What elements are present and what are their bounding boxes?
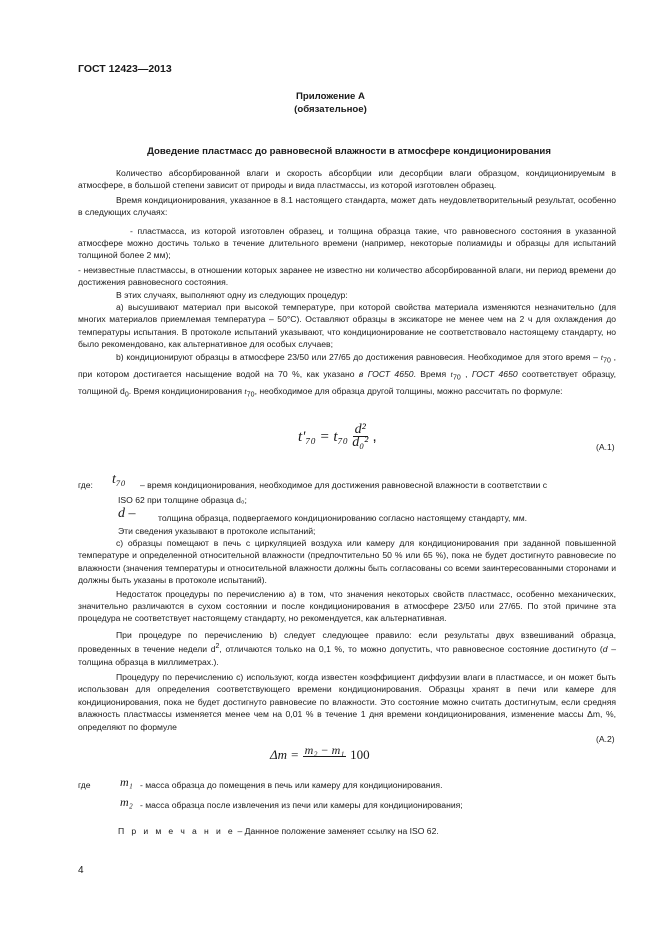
- list-item: - неизвестные пластмассы, в отношении которых заранее не известно ни количество абсорбированной влаги, ни период времени до достижения равновесного состояния.: [78, 264, 616, 288]
- list-item: b) кондиционируют образцы в атмосфере 23/50 или 27/65 до достижения равновесия. Необходимое для этого время – $t_{70}$ , при котором достигается насыщение водой на 70 %, как указано в ГОСТ 4650. Время $t_{70}$ , ГОСТ 4650 соответствует образцу, толщиной $d_0$. Время кондиционирования $t_{70}$, необходимое для образца другой толщины, можно рассчитать по формуле:: [78, 351, 617, 399]
- definition: ISO 62 при толщине образца d₀;: [118, 495, 247, 505]
- page-number: 4: [78, 865, 84, 876]
- equation-tail: ,: [372, 427, 377, 445]
- text-run: При процедуре по перечислению b) следует следующее правило: если результаты двух взвешиваний образца, проведенных в течение недели d: [78, 629, 616, 655]
- paragraph: При процедуре по перечислению b) следует следующее правило: если результаты двух взвешиваний образца, проведенных в течение недели $d^2$, отличаются только на 0,1 %, то можно допустить, что равновесное состояние достигнуто (d – толщина образца в миллиметрах.).: [78, 629, 616, 667]
- document-header: ГОСТ 12423—2013: [78, 63, 172, 75]
- text-run: b) кондиционируют образцы в атмосфере 23/50 или 27/65 до достижения равновесия. Необходимое для этого время –: [116, 351, 598, 362]
- paragraph: Время кондиционирования, указанное в 8.1 настоящего стандарта, может дать неудовлетворительный результат, особенно в следующих случаях:: [78, 194, 616, 218]
- definition: толщина образца, подвергаемого кондиционированию согласно настоящему стандарту, мм.: [158, 513, 527, 523]
- text-run: . Время кондиционирования: [128, 385, 242, 396]
- equation-a1: [298, 424, 377, 450]
- equation-fraction: [303, 744, 347, 767]
- equation-tail: 100: [350, 747, 370, 763]
- text-run: , отличаются только на 0,1 %, то можно допустить, что равновесное состояние достигнуто (: [219, 644, 603, 655]
- note: [118, 825, 439, 837]
- paragraph: Процедуру по перечислению с) используют, когда известен коэффициент диффузии влаги в пластмассе, и он может быть использован для определения соответствующего времени кондиционирования. Образцы хранят в печи или камере для кондиционирования, пока не будет достигнуто равновесие по влажности. Это состояние можно считать достигнутым, если средняя влажность пластмассы изменяется менее чем на 0,01 % в течение 1 дня времени кондиционирования, изменение массы Δm, %, определяют по формуле: [78, 671, 616, 732]
- definition: Эти сведения указывают в протоколе испытаний;: [118, 526, 316, 536]
- paragraph: Количество абсорбированной влаги и скорость абсорбции или десорбции влаги образцом, кондиционируемым в атмосфере, в большой степени зависит от природы и вида пластмассы, из которой изготовлен образец.: [78, 168, 616, 191]
- text-run: соответствует образцу, толщиной d: [78, 368, 617, 396]
- annex-title: Приложение А: [296, 91, 365, 102]
- where-label: где: [78, 780, 91, 790]
- equation-number-a2: (А.2): [596, 734, 615, 744]
- equation-number-a1: (А.1): [596, 442, 615, 452]
- symbol: t: [600, 351, 604, 362]
- where-label: где:: [78, 480, 93, 490]
- fraction-numerator: m₂ − m₁: [304, 743, 345, 757]
- equation-lhs: t'₇₀ = t₇₀: [298, 428, 349, 445]
- list-item: с) образцы помещают в печь с циркуляцией воздуха или камеру для кондиционирования при заданной повышенной температуре и определенной относительной влажности (предпочтительно 50 % или 65 %), пока не будет достигнуто равновесие по влажности (значения температуры и относительной влажности должны быть согласованы со всеми заинтересованными сторонами и должны быть указаны в протоколе испытаний).: [78, 538, 616, 586]
- note-text: – Даннное положение заменяет ссылку на ISO 62.: [237, 826, 439, 836]
- symbol-d: d –: [118, 506, 136, 521]
- equation-fraction: [352, 424, 368, 450]
- symbol-m2: m₂: [120, 795, 133, 809]
- symbol: t: [450, 368, 453, 379]
- text-run: , при котором достигается насыщение водой на 70 %, как указано: [78, 351, 617, 379]
- paragraph: Недостаток процедуры по перечислению а) в том, что значения некоторых свойств пластмасс, особенно механических, значительно различаются в сухом состоянии и после кондиционирования в атмосфере 23/50 или 27/65. По этой причине эта процедура не соответствует настоящему стандарту, но рекомендуется, как альтернативная.: [78, 588, 616, 624]
- text-run: ГОСТ 4650: [471, 368, 518, 379]
- text-run: d: [602, 644, 608, 655]
- annex-status: (обязательное): [294, 104, 367, 115]
- text-run: в ГОСТ 4650: [358, 368, 414, 379]
- fraction-denominator: d₀²: [352, 435, 369, 451]
- definition: - масса образца после извлечения из печи или камеры для кондиционирования;: [140, 800, 463, 810]
- annex-block: [0, 90, 661, 116]
- list-item: - пластмасса, из которой изготовлен образец, и толщина образца такие, что равновесного состояния в указанной атмосфере можно достичь только в течение длительного времени (например, некоторые полиамиды и образцы для испытаний толщиной более 2 мм);: [78, 225, 616, 261]
- text-run: . Время: [413, 368, 447, 379]
- text-run: , необходимое для образца другой толщины, можно рассчитать по формуле:: [254, 385, 563, 396]
- equation-a2: [270, 744, 370, 767]
- body-text-middle: [78, 537, 616, 733]
- body-text-top: [78, 167, 616, 402]
- section-heading: Доведение пластмасс до равновесной влажности в атмосфере кондиционирования: [147, 146, 551, 157]
- note-label: П р и м е ч а н и е: [118, 826, 236, 836]
- paragraph: В этих случаях, выполняют одну из следующих процедур:: [116, 289, 348, 300]
- equation-lhs: Δm =: [270, 747, 300, 763]
- symbol: t: [244, 385, 247, 396]
- symbol-t70: t₇₀: [112, 472, 126, 487]
- text-run: – толщина образца в миллиметрах.).: [78, 644, 616, 667]
- fraction-numerator: d²: [354, 422, 366, 437]
- symbol-m1: m₁: [120, 775, 133, 789]
- definition: – время кондиционирования, необходимое для достижения равновесной влажности в соответствии с: [140, 480, 547, 490]
- definition: - масса образца до помещения в печь или камеру для кондиционирования.: [140, 780, 443, 790]
- list-item: а) высушивают материал при высокой температуре, при которой свойства материала изменяются незначительно (для многих материалов приемлемая температура – 50°С). Оставляют образцы в эксикаторе не менее чем на 2 ч для охлаждения до температуры испытания. В протоколе испытаний указывают, что кондиционирование не соответствовало настоящему стандарту, но было рекомендовано, как альтернативное для особых случаев;: [78, 302, 616, 350]
